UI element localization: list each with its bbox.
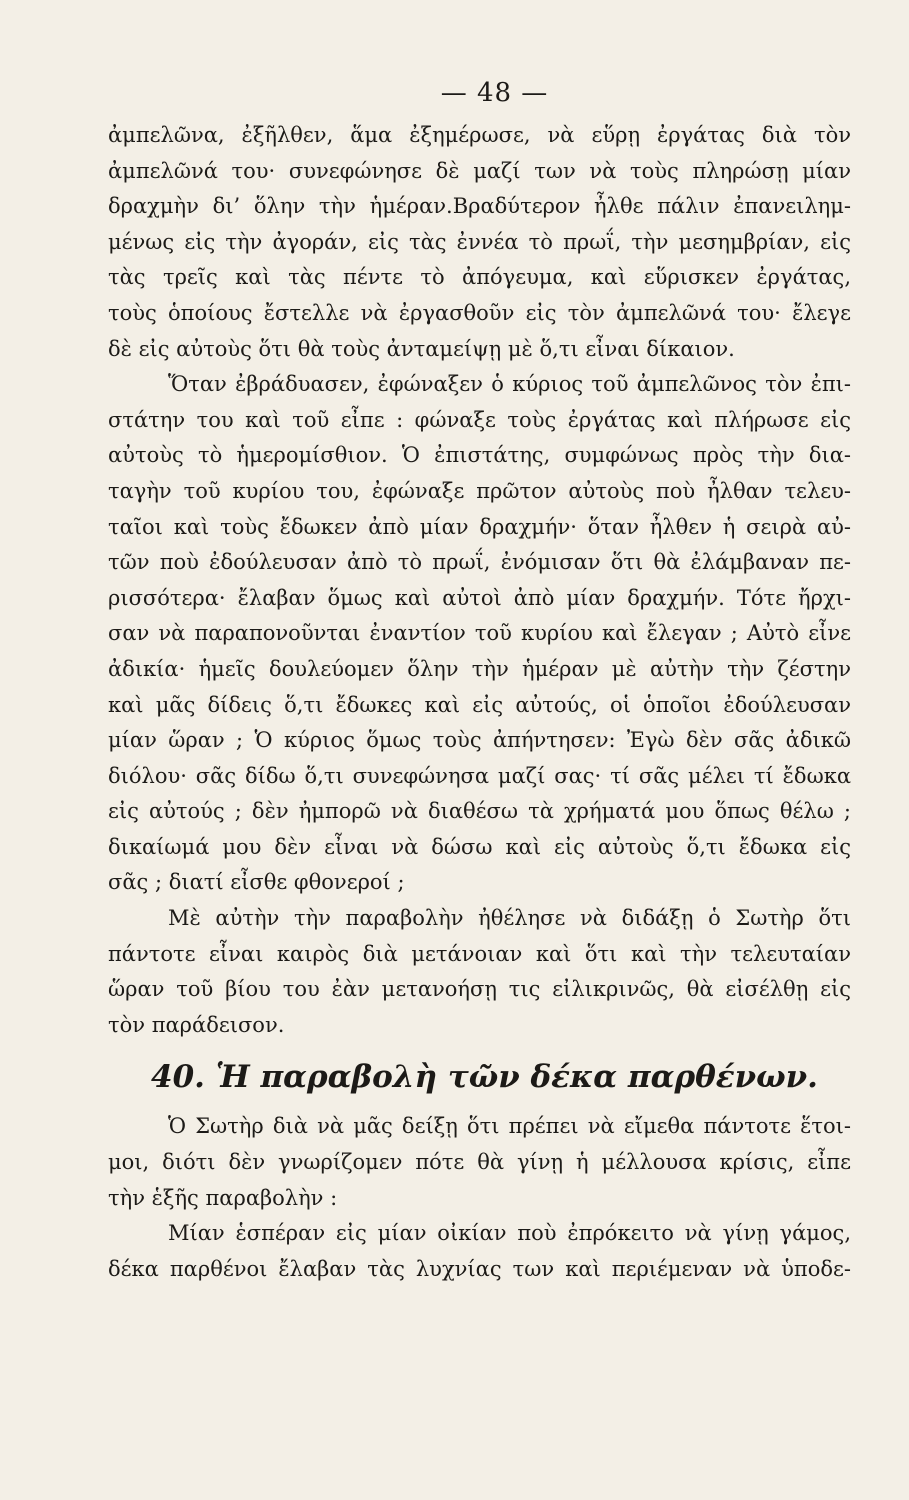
text-line: ἀμπελῶνα, ἐξῆλθεν, ἅμα ἐξημέρωσε, νὰ εὕρῃ ἐργάτας διὰ τὸν [108,123,851,147]
text-line: τοὺς ὁποίους ἔστελλε νὰ ἐργασθοῦν εἰς τὸν ἀμπελῶνά του· ἔλεγε [108,300,851,325]
paragraph-4 [108,1109,851,1216]
paragraph-5 [108,1216,851,1287]
text-line: ἀδικία· ἡμεῖς δουλεύομεν ὅλην τὴν ἡμέραν μὲ αὐτὴν τὴν ζέστην [108,656,851,681]
text-line: στάτην του καὶ τοῦ εἶπε : φώναξε τοὺς ἐργάτας καὶ πλήρωσε εἰς [108,407,851,432]
paragraph-1 [108,118,851,367]
text-line: ταῖοι καὶ τοὺς ἔδωκεν ἀπὸ μίαν δραχμήν· ὅταν ἦλθεν ἡ σειρὰ αὐ- [108,514,851,539]
page-number: — 48 — [440,78,549,108]
text-line: μίαν ὥραν ; Ὁ κύριος ὅμως τοὺς ἀπήντησεν: Ἐγὼ δὲν σᾶς ἀδικῶ [108,728,851,753]
text-line: ἀμπελῶνά του· συνεφώνησε δὲ μαζί των νὰ τοὺς πληρώσῃ μίαν [108,158,851,183]
text-line: Ὅταν ἐβράδυασεν, ἐφώναξεν ὁ κύριος τοῦ ἀμπελῶνος τὸν ἐπι- [168,372,851,397]
paragraph-2 [108,367,851,901]
text-line: σαν νὰ παραπονοῦνται ἐναντίον τοῦ κυρίου καὶ ἔλεγαν ; Αὐτὸ εἶνε [108,621,851,646]
text-line: δραχμὴν δι’ ὅλην τὴν ἡμέραν.Βραδύτερον ἦλθε πάλιν ἐπανειλημ- [108,194,851,219]
text-line: Μὲ αὐτὴν τὴν παραβολὴν ἠθέλησε νὰ διδάξῃ ὁ Σωτὴρ ὅτι [168,906,851,931]
text-line: τὸν παράδεισον. [108,1012,285,1037]
text-line: εἰς αὐτούς ; δὲν ἠμπορῶ νὰ διαθέσω τὰ χρήματά μου ὅπως θέλω ; [108,799,851,824]
text-line: Ὁ Σωτὴρ διὰ νὰ μᾶς δείξῃ ὅτι πρέπει νὰ εἴμεθα πάντοτε ἕτοι- [168,1114,851,1139]
text-line: ρισσότερα· ἔλαβαν ὅμως καὶ αὐτοὶ ἀπὸ μίαν δραχμήν. Τότε ἤρχι- [108,585,851,610]
text-line: δέκα παρθένοι ἔλαβαν τὰς λυχνίας των καὶ περιέμεναν νὰ ὑποδε- [108,1256,851,1281]
text-line: δὲ εἰς αὐτοὺς ὅτι θὰ τοὺς ἀνταμείψῃ μὲ ὅ,τι εἶναι δίκαιον. [108,336,735,361]
text-line: καὶ μᾶς δίδεις ὅ,τι ἔδωκες καὶ εἰς αὐτούς, οἱ ὁποῖοι ἐδούλευσαν [108,692,851,717]
text-line: τὰς τρεῖς καὶ τὰς πέντε τὸ ἀπόγευμα, καὶ εὕρισκεν ἐργάτας, [108,265,851,290]
section-heading: 40. Ἡ παραβολὴ τῶν δέκα παρθένων. [151,1059,818,1096]
text-line: πάντοτε εἶναι καιρὸς διὰ μετάνοιαν καὶ ὅτι καὶ τὴν τελευταίαν [108,941,851,966]
text-line: τῶν ποὺ ἐδούλευσαν ἀπὸ τὸ πρωΐ, ἐνόμισαν ὅτι θὰ ἐλάμβαναν πε- [108,550,851,575]
text-line: δικαίωμά μου δὲν εἶναι νὰ δώσω καὶ εἰς αὐτοὺς ὅ,τι ἔδωκα εἰς [108,834,851,859]
text-line: μοι, διότι δὲν γνωρίζομεν πότε θὰ γίνῃ ἡ μέλλουσα κρίσις, εἶπε [108,1150,851,1175]
text-line: ὥραν τοῦ βίου του ἐὰν μετανοήσῃ τις εἰλικρινῶς, θὰ εἰσέλθῃ εἰς [108,977,851,1002]
text-line: Μίαν ἑσπέραν εἰς μίαν οἰκίαν ποὺ ἐπρόκειτο νὰ γίνῃ γάμος, [168,1221,851,1246]
text-line: ταγὴν τοῦ κυρίου του, ἐφώναξε πρῶτον αὐτοὺς ποὺ ἦλθαν τελευ- [108,478,851,503]
paragraph-3 [108,901,851,1043]
text-line: αὐτοὺς τὸ ἡμερομίσθιον. Ὁ ἐπιστάτης, συμφώνως πρὸς τὴν δια- [108,443,851,468]
text-line: διόλου· σᾶς δίδω ὅ,τι συνεφώνησα μαζί σας· τί σᾶς μέλει τί ἔδωκα [108,763,851,788]
body-text [108,118,851,1287]
text-line: σᾶς ; διατί εἶσθε φθονεροί ; [108,870,405,895]
text-line: τὴν ἑξῆς παραβολὴν : [108,1185,338,1210]
text-line: μένως εἰς τὴν ἀγοράν, εἰς τὰς ἐννέα τὸ πρωΐ, τὴν μεσημβρίαν, εἰς [108,229,851,254]
